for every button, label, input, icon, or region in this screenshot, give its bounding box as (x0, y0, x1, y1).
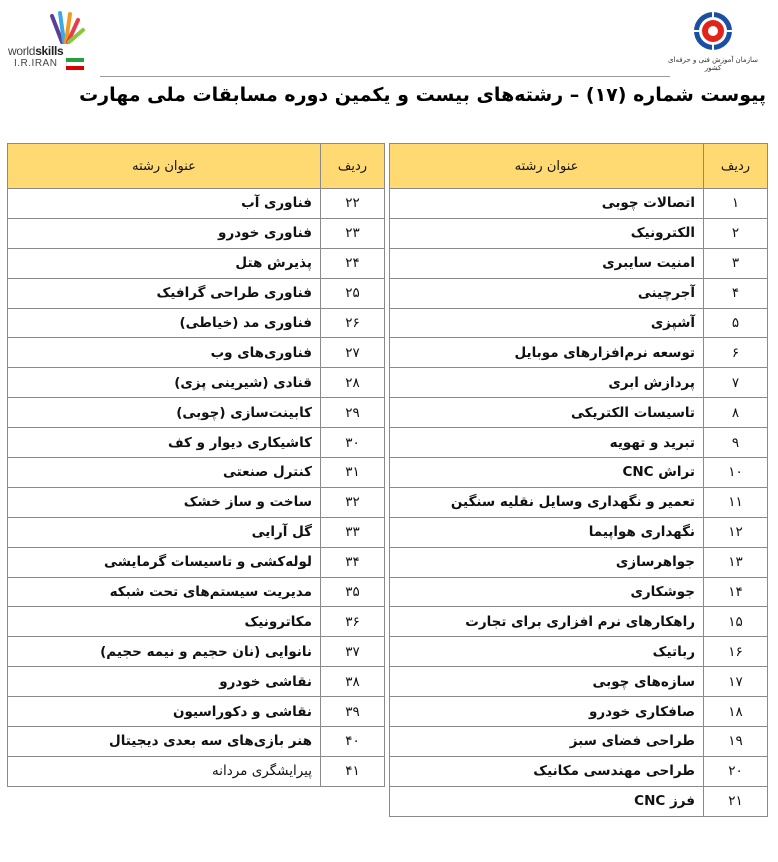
skill-name: نگهداری هواپیما (390, 517, 704, 547)
page-title: پیوست شماره (۱۷) – رشته‌های بیست و یکمین دوره مسابقات ملی مهارت (79, 84, 766, 106)
skill-name: کابینت‌سازی (چوبی) (8, 398, 321, 428)
skill-name: رباتیک (390, 637, 704, 667)
skill-name: فناوری خودرو (8, 218, 321, 248)
skill-name: راهکارهای نرم افزاری برای تجارت (390, 607, 704, 637)
table-row (390, 248, 768, 278)
table-row (390, 547, 768, 577)
row-number: ۳۴ (321, 547, 385, 577)
skill-name: پیرایشگری مردانه (8, 756, 321, 786)
table-row (390, 727, 768, 757)
skill-name: فناوری آب (8, 189, 321, 219)
skill-name: پذیرش هتل (8, 248, 321, 278)
table-row (390, 487, 768, 517)
row-number: ۳۸ (321, 667, 385, 697)
table-row (390, 577, 768, 607)
table-row (390, 637, 768, 667)
skill-name: قنادی (شیرینی پزی) (8, 368, 321, 398)
table-row (390, 786, 768, 816)
worldskills-fan-icon (38, 10, 86, 44)
organization-name: سازمان آموزش فنی و حرفه‌ای کشور (668, 56, 758, 72)
row-number: ۲۰ (704, 756, 768, 786)
row-number: ۴ (704, 278, 768, 308)
skill-name: اتصالات چوبی (390, 189, 704, 219)
skill-name: توسعه نرم‌افزارهای موبایل (390, 338, 704, 368)
row-number: ۳۳ (321, 517, 385, 547)
table-row (390, 458, 768, 488)
organization-emblem-icon (692, 10, 734, 52)
skill-name: فناوری طراحی گرافیک (8, 278, 321, 308)
skill-name: تعمیر و نگهداری وسایل نقلیه سنگین (390, 487, 704, 517)
table-row (8, 218, 385, 248)
table-row (390, 338, 768, 368)
row-number: ۳۰ (321, 428, 385, 458)
row-number: ۳۹ (321, 697, 385, 727)
skill-name: جواهرسازی (390, 547, 704, 577)
skills-table-left (7, 143, 385, 787)
table-row (8, 398, 385, 428)
skill-name: تبرید و تهویه (390, 428, 704, 458)
skills-table-right (389, 143, 768, 817)
table-row (390, 697, 768, 727)
worldskills-logo (8, 10, 88, 74)
table-header-row (8, 144, 385, 189)
table-row (8, 428, 385, 458)
row-number: ۱۹ (704, 727, 768, 757)
table-row (8, 547, 385, 577)
skill-name: فناوری مد (خیاطی) (8, 308, 321, 338)
row-number: ۲۵ (321, 278, 385, 308)
column-header-number: ردیف (704, 144, 768, 189)
row-number: ۱۸ (704, 697, 768, 727)
worldskills-country: I.R.IRAN (14, 58, 58, 69)
skill-name: جوشکاری (390, 577, 704, 607)
row-number: ۲۷ (321, 338, 385, 368)
row-number: ۲۱ (704, 786, 768, 816)
table-row (390, 667, 768, 697)
skill-name: گل آرایی (8, 517, 321, 547)
organization-logo (668, 10, 758, 74)
table-row (390, 308, 768, 338)
row-number: ۴۰ (321, 727, 385, 757)
skill-name: آشپزی (390, 308, 704, 338)
table-row (390, 368, 768, 398)
row-number: ۲۹ (321, 398, 385, 428)
skill-name: نانوایی (نان حجیم و نیمه حجیم) (8, 637, 321, 667)
table-row (390, 607, 768, 637)
row-number: ۱۵ (704, 607, 768, 637)
table-row (8, 308, 385, 338)
skill-name: مکاترونیک (8, 607, 321, 637)
row-number: ۹ (704, 428, 768, 458)
row-number: ۱۶ (704, 637, 768, 667)
row-number: ۳۵ (321, 577, 385, 607)
row-number: ۵ (704, 308, 768, 338)
table-row (8, 458, 385, 488)
row-number: ۲۲ (321, 189, 385, 219)
skill-name: پردازش ابری (390, 368, 704, 398)
table-row (8, 368, 385, 398)
table-row (390, 189, 768, 219)
table-row (390, 218, 768, 248)
row-number: ۱۷ (704, 667, 768, 697)
skill-name: لوله‌کشی و تاسیسات گرمایشی (8, 547, 321, 577)
skill-name: هنر بازی‌های سه بعدی دیجیتال (8, 727, 321, 757)
table-row (8, 517, 385, 547)
skill-name: کاشیکاری دیوار و کف (8, 428, 321, 458)
row-number: ۳۱ (321, 458, 385, 488)
table-row (390, 756, 768, 786)
row-number: ۲۶ (321, 308, 385, 338)
skill-name: نقاشی خودرو (8, 667, 321, 697)
table-row (8, 697, 385, 727)
skill-name: صافکاری خودرو (390, 697, 704, 727)
skill-name: آجرچینی (390, 278, 704, 308)
header-divider (100, 76, 670, 77)
skill-name: نقاشی و دکوراسیون (8, 697, 321, 727)
row-number: ۴۱ (321, 756, 385, 786)
table-row (8, 637, 385, 667)
table-row (8, 278, 385, 308)
table-row (8, 338, 385, 368)
table-row (8, 756, 385, 786)
row-number: ۳۶ (321, 607, 385, 637)
skill-name: طراحی فضای سبز (390, 727, 704, 757)
table-row (390, 428, 768, 458)
table-row (8, 189, 385, 219)
table-row (390, 278, 768, 308)
skill-name: امنیت سایبری (390, 248, 704, 278)
table-row (8, 667, 385, 697)
page-header (0, 0, 778, 80)
row-number: ۲ (704, 218, 768, 248)
skill-name: تاسیسات الکتریکی (390, 398, 704, 428)
row-number: ۳ (704, 248, 768, 278)
skill-name: فناوری‌های وب (8, 338, 321, 368)
iran-flag-icon (66, 58, 84, 70)
row-number: ۲۳ (321, 218, 385, 248)
row-number: ۲۸ (321, 368, 385, 398)
skill-name: طراحی مهندسی مکانیک (390, 756, 704, 786)
row-number: ۳۲ (321, 487, 385, 517)
column-header-name: عنوان رشته (8, 144, 321, 189)
table-row (8, 727, 385, 757)
table-row (8, 487, 385, 517)
row-number: ۸ (704, 398, 768, 428)
table-row (8, 607, 385, 637)
skill-name: کنترل صنعتی (8, 458, 321, 488)
row-number: ۱۴ (704, 577, 768, 607)
table-row (390, 517, 768, 547)
table-header-row (390, 144, 768, 189)
skill-name: سازه‌های چوبی (390, 667, 704, 697)
row-number: ۱ (704, 189, 768, 219)
skill-name: تراش CNC (390, 458, 704, 488)
row-number: ۱۳ (704, 547, 768, 577)
row-number: ۲۴ (321, 248, 385, 278)
row-number: ۶ (704, 338, 768, 368)
column-header-number: ردیف (321, 144, 385, 189)
row-number: ۳۷ (321, 637, 385, 667)
column-header-name: عنوان رشته (390, 144, 704, 189)
table-row (8, 577, 385, 607)
skill-name: الکترونیک (390, 218, 704, 248)
worldskills-wordmark: worldskills (8, 44, 64, 58)
row-number: ۷ (704, 368, 768, 398)
row-number: ۱۱ (704, 487, 768, 517)
skill-name: مدیریت سیستم‌های تحت شبکه (8, 577, 321, 607)
row-number: ۱۰ (704, 458, 768, 488)
table-row (8, 248, 385, 278)
skill-name: فرز CNC (390, 786, 704, 816)
skill-name: ساخت و ساز خشک (8, 487, 321, 517)
table-row (390, 398, 768, 428)
row-number: ۱۲ (704, 517, 768, 547)
